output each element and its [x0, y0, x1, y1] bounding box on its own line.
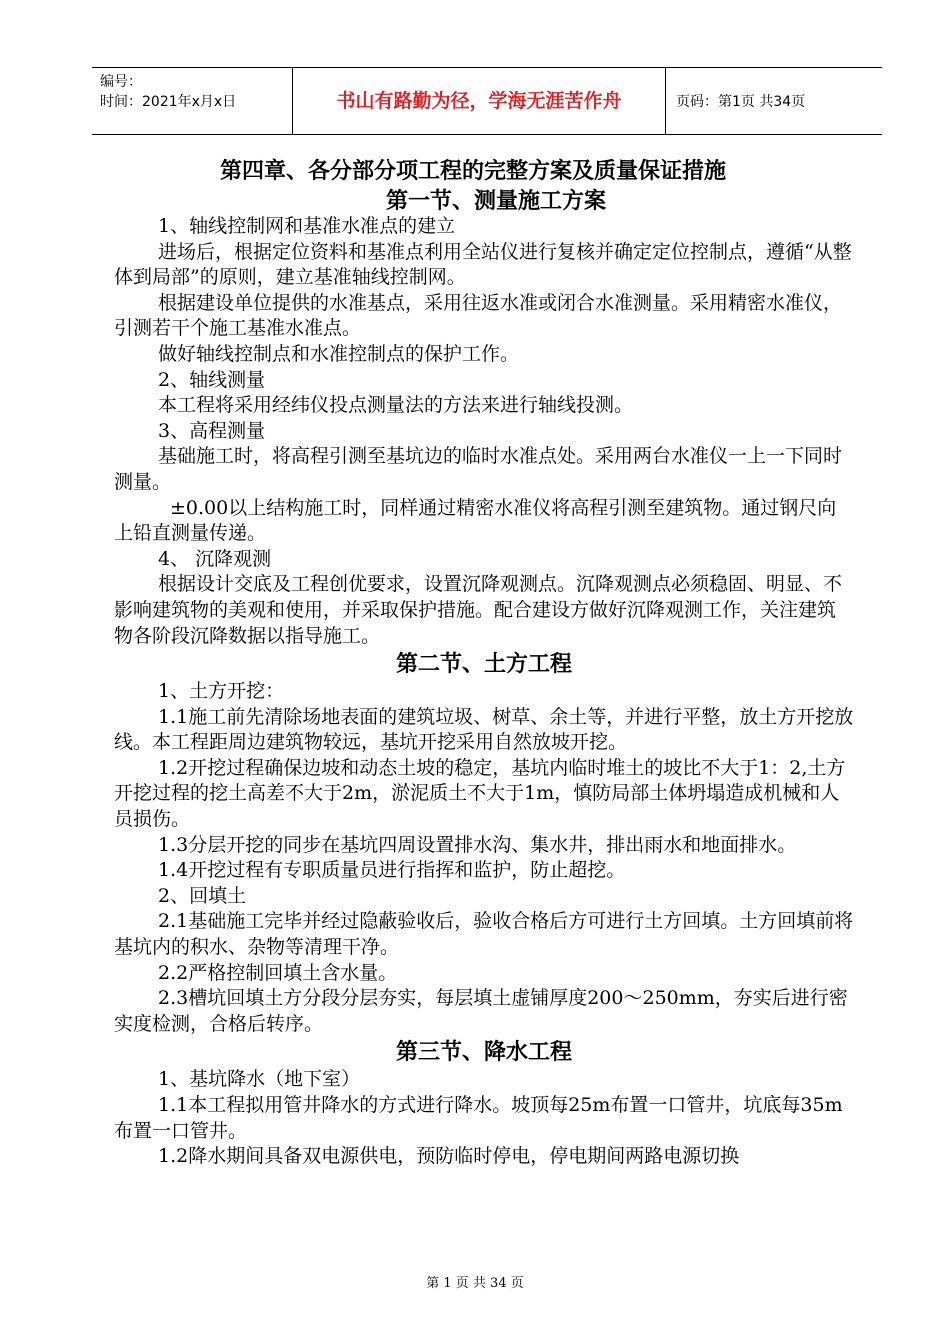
section-title: 第一节、测量施工方案	[386, 188, 607, 214]
paragraph: 1.1施工前先清除场地表面的建筑垃圾、树草、余土等，并进行平整，放土方开挖放线。本工程距周边建筑物较远，基坑开挖采用自然放坡开挖。	[114, 705, 854, 754]
paragraph: 根据建设单位提供的水准基点，采用往返水准或闭合水准测量。采用精密水准仪，引测若干个施工基准水准点。	[114, 291, 843, 340]
paragraph: 2.2严格控制回填土含水量。	[158, 961, 398, 984]
paragraph: 基础施工时，将高程引测至基坑边的临时水准点处。采用两台水准仪一上一下同时测量。	[114, 445, 843, 493]
document-time-label: 时间：2021年x月x日	[100, 94, 237, 110]
header-divider	[292, 68, 293, 134]
paragraph: 1.3分层开挖的同步在基坑四周设置排水沟、集水井，排出雨水和地面排水。	[158, 833, 797, 856]
paragraph: ±0.00以上结构施工时，同样通过精密水准仪将高程引测至建筑物。通过钢尺向上铅直测量传递。	[114, 496, 837, 545]
paragraph: 3、高程测量	[158, 419, 266, 442]
header-motto: 书山有路勤为径，学海无涯苦作舟	[336, 90, 622, 112]
section-title: 第二节、土方工程	[395, 651, 572, 678]
paragraph: 2.3槽坑回填土方分段分层夯实，每层填土虚铺厚度200～250mm，夯实后进行密实度检测，合格后转序。	[114, 987, 848, 1035]
paragraph: 本工程将采用经纬仪投点测量法的方法来进行轴线投测。	[158, 394, 634, 417]
page-footer: 第 1 页 共 34 页	[426, 1276, 524, 1291]
header-table	[92, 67, 882, 135]
paragraph: 1.4开挖过程有专职质量员进行指挥和监护，防止超挖。	[158, 859, 626, 882]
header-divider	[665, 68, 666, 134]
paragraph: 进场后，根据定位资料和基准点利用全站仪进行复核并确定定位控制点，遵循“从整体到局部”的原则，建立基准轴线控制网。	[114, 240, 852, 289]
paragraph: 1.1本工程拟用管井降水的方式进行降水。坡顶每25m布置一口管井，坑底每35m布置一口管井。	[114, 1094, 843, 1142]
document-body	[114, 156, 854, 1170]
header-meta	[100, 72, 236, 112]
paragraph: 1、轴线控制网和基准水准点的建立	[158, 215, 456, 237]
paragraph: 根据设计交底及工程创优要求，设置沉降观测点。沉降观测点必须稳固、明显、不影响建筑物的美观和使用，并采取保护措施。配合建设方做好沉降观测工作，关注建筑物各阶段沉降数据以指导施工。	[114, 573, 843, 647]
document-number-label: 编号：	[100, 74, 142, 90]
section-title: 第三节、降水工程	[395, 1039, 572, 1066]
paragraph: 1.2开挖过程确保边坡和动态土坡的稳定，基坑内临时堆土的坡比不大于1：2,土方开挖过程的挖土高差不大于2m，淤泥质土不大于1m，慎防局部土体坍塌造成机械和人员损伤。	[114, 756, 846, 831]
paragraph: 做好轴线控制点和水准控制点的保护工作。	[158, 342, 520, 365]
paragraph: 2、回填土	[158, 884, 247, 907]
paragraph: 2、轴线测量	[158, 368, 266, 391]
paragraph: 1、基坑降水（地下室）	[158, 1068, 361, 1091]
paragraph: 2.1基础施工完毕并经过隐蔽验收后，验收合格后方可进行土方回填。土方回填前将基坑内的积水、杂物等清理干净。	[114, 910, 854, 959]
paragraph: 1.2降水期间具备双电源供电，预防临时停电，停电期间两路电源切换	[158, 1145, 740, 1168]
chapter-title: 第四章、各分部分项工程的完整方案及质量保证措施	[220, 158, 727, 184]
paragraph: 4、 沉降观测	[158, 547, 272, 570]
header-page-label: 页码：第1页 共34页	[676, 94, 806, 110]
paragraph: 1、土方开挖：	[158, 680, 285, 703]
